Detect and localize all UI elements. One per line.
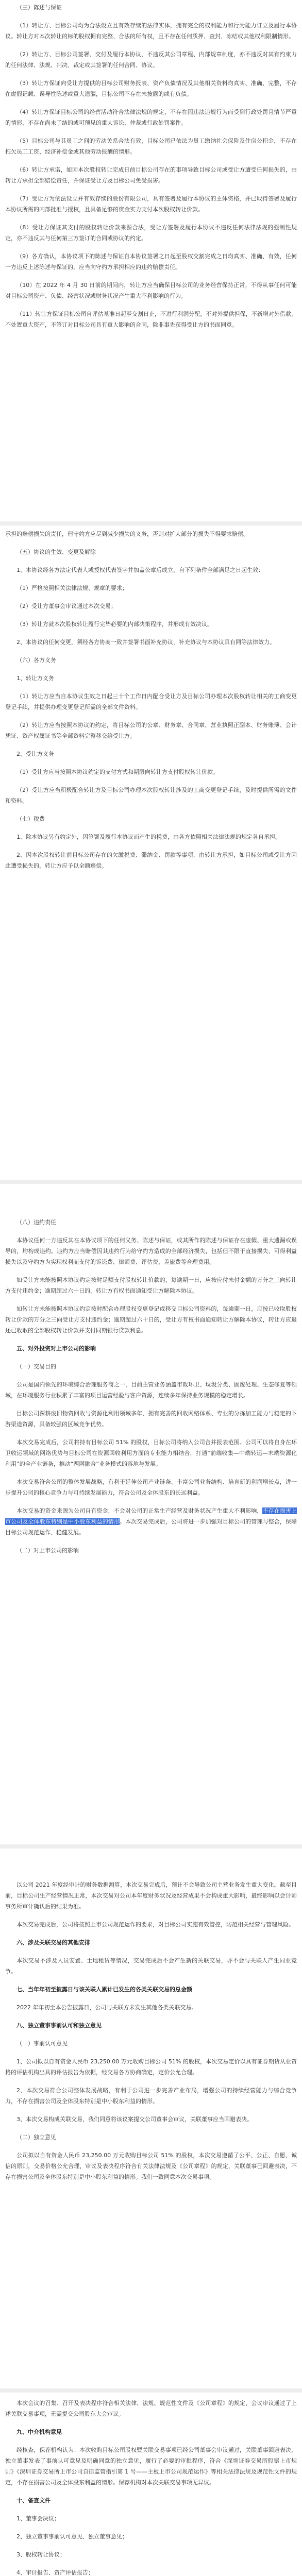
list-item: 2、独立董事事前认可意见、独立董事意见； <box>16 2533 128 2540</box>
paragraph: 2022 年年初至本公告披露日，公司与关联方未发生其他各类关联交易。 <box>16 2004 197 2011</box>
subsection-heading: （六）各方义务 <box>16 657 56 664</box>
list-item: （1）受让方应当按照本协议约定的支付方式和期限向转让方支付股权转让价款。 <box>16 769 219 775</box>
subsection-heading: （一）事前认可意见 <box>16 2040 68 2047</box>
subsection-heading: （三）陈述与保证 <box>16 4 62 11</box>
selected-text[interactable]: 不存在损害上市公司及全体股东特别是中小股东利益的情形 <box>5 1507 297 1525</box>
paragraph: （2）转让方、目标公司签署、交付及履行本协议，不违反其公司章程、内部规章制度，亦不违反对其有约束力的任何法律、法规、判决、裁定或其签署的任何合同、协议。 <box>5 51 297 69</box>
list-item: （3）转让方就本次股权转让履行完毕必要的内部决策程序，并形成有效决议。 <box>16 621 213 628</box>
paragraph: （9）各方确认，本协议项下的陈述与保证自本协议签署之日起至股权交割完成之日均真实、准确、有效，任何一方违反上述陈述与保证的，应当向守约方承担相应的违约赔偿责任。 <box>5 253 297 270</box>
paragraph: 2、受让方义务 <box>16 751 54 757</box>
paragraph: 本次交易符合公司的整体发展战略，有利于延伸公司产业链条、丰富公司业务结构、培育新的利润增长点，进一步提升公司的核心竞争力与可持续发展能力，符合公司及全体股东的长远利益。 <box>5 1479 297 1496</box>
subsection-heading: （一）交易目的 <box>16 1363 56 1370</box>
page-divider <box>0 1844 302 1849</box>
paragraph: （1）转让方、目标公司均为合法设立且有效存续的法律实体，拥有完全的权利能力和行为能力订立及履行本协议。转让方对本次转让的标的股权拥有完整、合法的所有权，且不存在任何质押、查封、冻结或其他权利限制情形。 <box>5 22 297 40</box>
paragraph: （3）转让方保证向受让方提供的目标公司财务报表、资产负债情况及其他相关资料均真实、准确、完整，不存在虚假记载、误导性陈述或重大遗漏，目标公司不存在未披露的或有负债。 <box>5 80 297 97</box>
text-run: 。本次交易完成后，公司将进一步加强对目标公司的管理与整合，保障目标公司规范运作、稳健发展。 <box>5 1518 297 1536</box>
list-item: （1）严格按照相关法律法规、规章的要求； <box>16 585 128 591</box>
page-divider <box>0 1180 302 1184</box>
subsection-heading: （二）对上市公司的影响 <box>16 1547 79 1554</box>
page-divider <box>0 2388 302 2393</box>
paragraph: （10）在 2022 年 4 月 30 日前的期间内，转让方应当确保目标公司的业务经营保持正常，不得从事任何可能对目标公司资产、负债、经营状况或财务状况产生重大不利影响的行为。 <box>5 282 297 299</box>
list-item: （2）受让方应当积极配合转让方及目标公司办理本次股权转让涉及的工商变更登记手续，及时提供所需的文件和资料。 <box>5 787 297 804</box>
paragraph: （4）转让方保证目标公司的经营活动符合法律法规的规定，不存在因违法违规行为而受到行政处罚且情节严重的情形，不存在尚未了结的或可预见的重大诉讼、仲裁或行政处罚案件。 <box>5 109 297 126</box>
text-run: 本次交易的资金来源为公司自有资金，不会对公司的正常生产经营及财务状况产生重大不利影响， <box>16 1507 263 1514</box>
list-item: 1、董事会决议； <box>16 2515 60 2522</box>
paragraph: 目标公司深耕废旧物资回收与资源化利用领域多年，拥有完善的回收网络体系、专业的分拣加工能力与稳定的下游渠道资源，具备较强的区域竞争优势。 <box>5 1410 297 1428</box>
paragraph: 1、转让方义务 <box>16 675 54 682</box>
section-heading: 十、备查文件 <box>16 2497 51 2504</box>
list-item: （1）转让方应当自本协议生效之日起三十个工作日内配合受让方及目标公司办理本次股权转让相关的工商变更登记手续，并提供办理变更登记所需的全部文件资料。 <box>5 693 297 710</box>
paragraph: （6）转让方承诺，如因本次股权转让完成日前目标公司存在的事项导致目标公司或受让方遭受任何损失的，由转让方承担全部赔偿责任，并保证受让方及目标公司免受损害。 <box>5 166 297 184</box>
section-heading: 八、独立董事事前认可和独立意见 <box>16 2022 102 2029</box>
document-section-5 <box>0 2393 302 2576</box>
document-section-4 <box>0 1849 302 2388</box>
paragraph: 如转让方未能按照本协议约定按时配合办理股权变更登记或移交目标公司资料的，每逾期一日，应按已收取股权转让价款的万分之三向受让方支付违约金；逾期超过六十日的，受让方有权书面通知转让方解除本协议，转让方应退还已收取的全部股权转让价款并支付同期银行贷款利息。 <box>5 1306 297 1334</box>
paragraph: 本次会议的召集、召开及表决程序符合相关法律、法规、规范性文件及《公司章程》的规定，会议审议通过了上述关联交易事项，无需提交公司股东大会审议。 <box>5 2400 297 2417</box>
paragraph-with-selection <box>5 1505 297 1538</box>
paragraph: （5）目标公司与其员工之间的劳动关系合法有效，目标公司已依法为员工缴纳社会保险及住房公积金，不存在拖欠员工工资、经济补偿金或其他劳动报酬的情形。 <box>5 138 297 155</box>
subsection-heading: （七）税费 <box>16 816 45 822</box>
list-item: 1、除本协议另有约定外，因签署及履行本协议而产生的税费，由各方依照相关法律法规的规定各自承担。 <box>16 834 281 840</box>
paragraph: 承担的赔偿损失的责任，但守约方应尽到减少损失的义务，否则对扩大部分的损失不得要求赔偿。 <box>5 531 249 537</box>
paragraph: 如受让方未能按照本协议约定按时足额支付股权转让价款的，每逾期一日，应按应付未付金额的万分之三向转让方支付违约金；逾期超过六十日的，转让方有权书面通知受让方解除本协议。 <box>5 1277 297 1294</box>
list-item: 3、股权转让协议； <box>16 2551 65 2558</box>
subsection-heading: （二）独立意见 <box>16 2134 56 2141</box>
paragraph: 1、本协议经各方法定代表人或授权代表签字并加盖公章后成立，自下列条件全部满足之日起生效： <box>16 567 264 573</box>
paragraph: （7）受让方为依法设立并有效存续的股份有限公司，具有签署及履行本协议的主体资格，并已取得签署及履行本协议所需的内部批准与授权，且具备足够的资金实力支付本次股权转让价款。 <box>5 195 297 213</box>
paragraph: 2、本协议的任何变更，须经各方协商一致并签署书面补充协议，补充协议与本协议具有同等法律效力。 <box>16 639 275 646</box>
paragraph: 本次交易不涉及人员安置、土地租赁等情况，交易完成后不会产生新的关联交易，亦不会与关联人产生同业竞争。 <box>5 1957 297 1975</box>
list-item: 2、本次交易符合公司整体发展战略，有利于公司进一步完善产业布局，增强公司的持续经营能力与综合竞争力，不存在损害公司及全体股东特别是中小股东利益的情形。 <box>5 2087 297 2105</box>
section-heading: 七、当年年初至披露日与该关联人累计已发生的各类关联交易的总金额 <box>16 1986 192 1993</box>
list-item: 1、公司拟以自有资金人民币 23,250.00 万元收购目标公司 51% 的股权，本次交易定价以具有证券期货从业资格的评估机构出具的评估报告为依据，经交易各方协商确定，定价公允合理。 <box>5 2058 297 2076</box>
paragraph: 本协议任何一方违反其在本协议项下的任何义务、陈述与保证，或其所作的陈述与保证存在虚假、重大遗漏或误导的，均构成违约。违约方应当赔偿因其违约行为给守约方造成的全部经济损失，包括但不限于直接损失、可得利益损失以及守约方为实现权利而支付的诉讼费、律师费、评估费、差旅费等合理费用。 <box>5 1237 297 1265</box>
paragraph: 经核查，保荐机构认为：本次收购目标公司股权暨关联交易事项已经公司董事会审议通过，关联董事回避表决，独立董事发表了事前认可意见及明确同意的独立意见，履行了必要的审批程序，符合《深圳证券交易所股票上市规则》《深圳证券交易所上市公司自律监管指引第 1 号——主板上市公司规范运作》等相关法律法规及规范性文件的规定，不存在损害公司及全体股东利益的情形。保荐机构对本次关联交易事项无异议。 <box>5 2447 297 2486</box>
subsection-heading: （八）违约责任 <box>16 1219 56 1226</box>
document-section-1 <box>0 0 302 453</box>
paragraph: 以公司 2021 年度经审计的财务数据测算，本次交易完成后，预计不会导致公司主营业务发生重大变化。截至目前，目标公司生产经营情况正常，本次交易对公司本年度财务状况及经营成果不会构成重大影响，最终影响以会计师事务所审计确认后的结果为准。 <box>5 1882 297 1910</box>
section-heading: 六、涉及关联交易的其他安排 <box>16 1939 90 1946</box>
paragraph: 公司拟以自有资金人民币 23,250.00 万元收购目标公司 51% 的股权，本次交易遵循了公平、公正、自愿、诚信的原则，交易价格公允合理，审议及表决程序符合有关法律法规及《公司章程》的规定，关联董事已回避表决，不存在损害公司及全体股东特别是中小股东利益的情形。我们一致同意本次交易事项。 <box>5 2152 297 2180</box>
paragraph: 公司是国内领先的环境综合治理服务商之一，目前主营业务涵盖市政环卫、垃圾分类、固废处理、生态修复等领域，在环境服务行业积累了丰富的项目运营经验与客户资源，连续多年保持业务规模的稳定增长。 <box>5 1381 297 1399</box>
document-section-3 <box>0 1184 302 1818</box>
list-item: 4、审计报告、资产评估报告； <box>16 2569 94 2576</box>
paragraph: 本次交易完成后，公司将按照上市公司规范运作的要求，对目标公司实施有效管控，防范相关经营与管理风险。 <box>16 1921 294 1928</box>
subsection-heading: （五）协议的生效、变更及解除 <box>16 549 96 555</box>
list-item: （2）转让方应当按照本协议的约定，将目标公司的公章、财务章、合同章、营业执照正副本、财务账簿、会计凭证、资产权属证书等全部资料完整移交给受让方。 <box>5 722 297 739</box>
paragraph: （8）受让方保证其支付的股权转让价款来源合法，受让方签署及履行本协议不违反任何法律法规的强制性规定，亦不违反其与任何第三方签订的合同或协议的约定。 <box>5 224 297 242</box>
document-section-2 <box>0 526 302 1159</box>
list-item: 3、本次交易构成关联交易，我们同意将该议案提交公司董事会审议，关联董事应当回避表决。 <box>16 2116 253 2123</box>
paragraph: （11）转让方保证目标公司自评估基准日起至交割日止，不进行利润分配，不对外提供担保，不新增对外借款，不处置重大资产，不签订对目标公司具有重大影响的合同，除非事先获得受让方的书面同意。 <box>5 311 297 328</box>
list-item: 2、因本次股权转让前目标公司存在的欠缴税费、滞纳金、罚款等事项，由转让方承担，如目标公司或受让方因此遭受损失的，转让方应予以全额赔偿。 <box>5 852 297 869</box>
section-heading: 五、对外投资对上市公司的影响 <box>16 1345 96 1352</box>
paragraph: 本次交易完成后，公司将持有目标公司 51% 的股权，目标公司将纳入公司合并报表范围。公司可以将自身在环卫收运领域的网络优势与目标公司在资源回收利用方面的专业能力相结合，打通“前端收集—中端转运—末端资源化利用”的全产业链条，推动“两网融合”业务模式的落地与发展。 <box>5 1439 297 1467</box>
page-divider <box>0 521 302 526</box>
list-item: （2）受让方董事会审议通过本次交易； <box>16 603 116 609</box>
section-heading: 九、中介机构意见 <box>16 2429 62 2435</box>
